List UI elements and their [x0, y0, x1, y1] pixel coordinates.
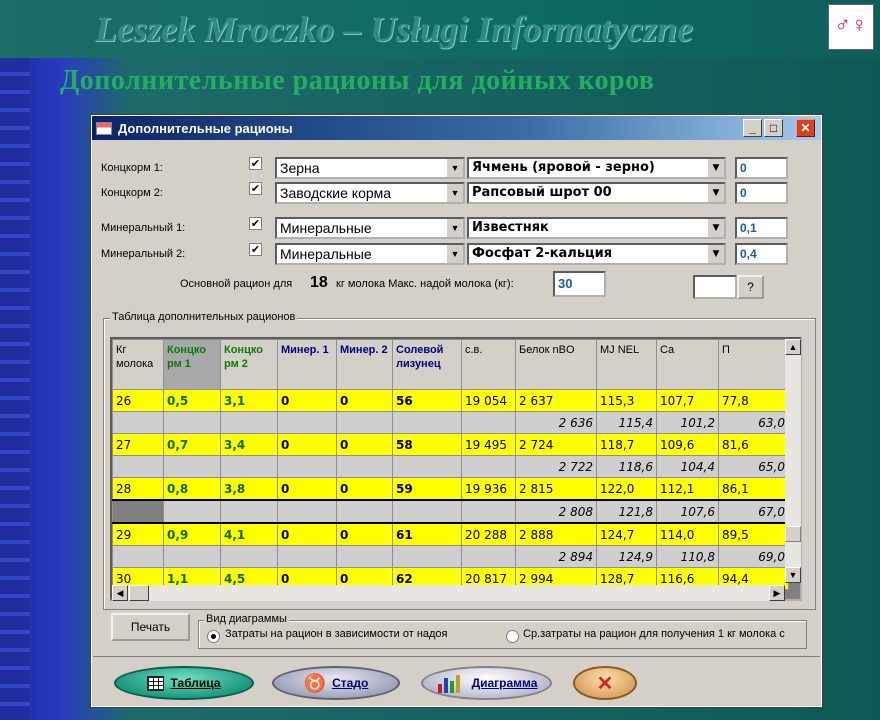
decorative-strip: [0, 58, 30, 720]
bar-chart-icon: [436, 672, 466, 694]
table-cell-empty: [221, 546, 278, 568]
feed-checkbox[interactable]: ✔: [250, 244, 261, 256]
table-cell-empty: [337, 546, 393, 568]
table-cell[interactable]: 0: [278, 434, 337, 456]
table-icon: [147, 676, 164, 691]
divider: [93, 656, 820, 657]
table-cell-empty: [337, 500, 393, 523]
table-cell[interactable]: 59: [393, 478, 462, 501]
feed-item-select[interactable]: [467, 243, 726, 265]
column-header[interactable]: Белок nBO: [516, 340, 597, 390]
table-cell[interactable]: 94,4: [719, 568, 789, 590]
table-cell[interactable]: 56: [393, 390, 462, 412]
table-cell[interactable]: 115,3: [597, 390, 657, 412]
table-nav-button[interactable]: [114, 666, 254, 700]
scroll-right-icon[interactable]: ▶: [769, 585, 785, 601]
table-cell[interactable]: 4,1: [221, 523, 278, 546]
feed-item-select[interactable]: [467, 157, 726, 179]
table-cell[interactable]: 89,5: [719, 523, 789, 546]
diagram-group-label: Вид диаграммы: [206, 613, 287, 625]
norm-cell: 2 722: [516, 456, 597, 478]
radio-cost-vs-yield-label: Затраты на рацион в зависимости от надоя: [225, 628, 448, 640]
chevron-down-icon[interactable]: ▼: [446, 159, 463, 177]
ration-table[interactable]: [110, 337, 802, 601]
table-cell[interactable]: 0: [337, 390, 393, 412]
table-cell[interactable]: 20 817: [462, 568, 516, 590]
norm-cell: 107,6: [657, 500, 719, 523]
table-row[interactable]: [113, 523, 789, 546]
table-cell[interactable]: 19 936: [462, 478, 516, 501]
table-cell-empty: [278, 412, 337, 434]
table-cell[interactable]: 124,7: [597, 523, 657, 546]
app-icon: [96, 122, 112, 135]
table-cell-empty: [462, 456, 516, 478]
feed-item-value: Ячмень (яровой - зерно): [472, 160, 655, 175]
table-cell[interactable]: 116,6: [657, 568, 719, 590]
column-header[interactable]: MJ NEL: [597, 340, 657, 390]
window-title: Дополнительные рационы: [118, 120, 293, 136]
horizontal-scrollbar[interactable]: [112, 585, 785, 601]
close-x-icon: ✕: [596, 672, 614, 695]
window-titlebar[interactable]: [92, 116, 821, 140]
table-cell[interactable]: 3,4: [221, 434, 278, 456]
herd-nav-button[interactable]: [272, 666, 400, 700]
feed-category-value: Заводские корма: [280, 185, 392, 201]
minimize-button[interactable]: _: [743, 119, 762, 137]
table-cell[interactable]: 2 888: [516, 523, 597, 546]
norm-row: [113, 456, 789, 478]
table-cell[interactable]: 81,6: [719, 434, 789, 456]
norm-cell: 118,6: [597, 456, 657, 478]
row-header-blank: [113, 546, 164, 568]
radio-cost-vs-yield[interactable]: [207, 630, 220, 643]
table-cell[interactable]: 0: [337, 478, 393, 501]
norm-row: [113, 500, 789, 523]
table-cell-empty: [337, 412, 393, 434]
norm-cell: 104,4: [657, 456, 719, 478]
table-header-row: [113, 340, 789, 390]
column-header[interactable]: с.в.: [462, 340, 516, 390]
chevron-down-icon[interactable]: ▼: [446, 245, 463, 263]
table-cell-empty: [278, 546, 337, 568]
chevron-down-icon[interactable]: ▼: [446, 219, 463, 237]
cow-icon: ♉: [303, 672, 327, 693]
feed-item-select[interactable]: [467, 182, 726, 204]
column-header[interactable]: Солевой лизунец: [393, 340, 462, 390]
chevron-down-icon[interactable]: ▼: [707, 159, 724, 177]
scroll-down-icon[interactable]: ▼: [785, 567, 801, 583]
norm-cell: 2 808: [516, 500, 597, 523]
table-cell-empty: [164, 500, 221, 523]
hscroll-thumb[interactable]: [129, 585, 149, 601]
norm-cell: 124,9: [597, 546, 657, 568]
table-cell-empty: [462, 500, 516, 523]
feed-item-value: Фосфат 2-кальция: [472, 246, 613, 261]
feed-amount-input[interactable]: 0,1: [735, 217, 788, 239]
table-cell[interactable]: 62: [393, 568, 462, 590]
table-cell-empty: [278, 500, 337, 523]
scroll-thumb[interactable]: [785, 526, 801, 542]
column-header[interactable]: П: [719, 340, 789, 390]
max-yield-label: кг молока Макс. надой молока (кг):: [336, 278, 514, 290]
table-cell[interactable]: 2 724: [516, 434, 597, 456]
table-cell[interactable]: 128,7: [597, 568, 657, 590]
row-header-kg: 28: [113, 478, 164, 501]
row-header-kg: 29: [113, 523, 164, 546]
column-header[interactable]: Концко рм 1: [164, 340, 221, 390]
table-cell[interactable]: 118,7: [597, 434, 657, 456]
feed-amount-input[interactable]: 0: [735, 182, 788, 204]
table-cell[interactable]: 0: [278, 390, 337, 412]
close-button[interactable]: ✕: [796, 119, 815, 137]
table-cell[interactable]: 0: [278, 568, 337, 590]
table-cell-empty: [462, 412, 516, 434]
feed-category-select[interactable]: [275, 217, 465, 239]
table-cell-empty: [393, 500, 462, 523]
feed-category-value: Минеральные: [280, 246, 372, 262]
vertical-scrollbar[interactable]: [785, 339, 801, 583]
table-cell[interactable]: 3,8: [221, 478, 278, 501]
feed-category-value: Зерна: [280, 160, 320, 176]
column-header[interactable]: Минер. 1: [278, 340, 337, 390]
table-cell[interactable]: 4,5: [221, 568, 278, 590]
feed-item-value: Рапсовый шрот 00: [472, 185, 612, 200]
chevron-down-icon[interactable]: ▼: [707, 184, 724, 202]
table-cell[interactable]: 0: [337, 568, 393, 590]
base-ration-kg: 18: [310, 274, 328, 291]
feed-checkbox[interactable]: ✔: [250, 218, 261, 230]
feed-label: Концкорм 2:: [101, 187, 163, 199]
maximize-button[interactable]: □: [764, 119, 783, 137]
norm-cell: 2 636: [516, 412, 597, 434]
help-field[interactable]: [693, 275, 737, 299]
row-header-blank: [113, 412, 164, 434]
column-header[interactable]: Ca: [657, 340, 719, 390]
table-cell[interactable]: 0: [337, 523, 393, 546]
table-group-label: Таблица дополнительных рационов: [112, 311, 296, 323]
table-cell[interactable]: 0: [337, 434, 393, 456]
table-cell[interactable]: 0: [278, 478, 337, 501]
feed-category-select[interactable]: [275, 243, 465, 265]
feed-category-select[interactable]: [275, 182, 465, 204]
feed-label: Минеральный 2:: [101, 248, 186, 260]
table-cell-empty: [337, 456, 393, 478]
max-yield-input[interactable]: 30: [553, 271, 606, 297]
norm-row: [113, 546, 789, 568]
table-cell-empty: [393, 546, 462, 568]
norm-row: [113, 412, 789, 434]
exit-nav-button[interactable]: [573, 666, 637, 700]
norm-cell: 2 894: [516, 546, 597, 568]
row-header-kg: 30: [113, 568, 164, 590]
feed-label: Минеральный 1:: [101, 222, 186, 234]
column-header[interactable]: Концко рм 2: [221, 340, 278, 390]
column-header[interactable]: Кг молока: [113, 340, 164, 390]
row-header-blank: [113, 456, 164, 478]
table-cell[interactable]: 0,8: [164, 478, 221, 501]
feed-checkbox[interactable]: ✔: [250, 158, 261, 170]
table-cell-empty: [221, 412, 278, 434]
table-row[interactable]: [113, 434, 789, 456]
chart-nav-button[interactable]: [421, 666, 552, 700]
table-cell[interactable]: 0: [278, 523, 337, 546]
table-cell[interactable]: 2 994: [516, 568, 597, 590]
chevron-down-icon[interactable]: ▼: [446, 184, 463, 202]
feed-amount-input[interactable]: 0,4: [735, 243, 788, 265]
table-cell[interactable]: 109,6: [657, 434, 719, 456]
radio-avg-cost[interactable]: [506, 630, 519, 643]
table-cell[interactable]: 0,9: [164, 523, 221, 546]
table-row[interactable]: [113, 478, 789, 501]
row-header-kg: 26: [113, 390, 164, 412]
table-cell-empty: [278, 456, 337, 478]
table-cell-empty: [393, 412, 462, 434]
feed-category-select[interactable]: [275, 157, 465, 179]
feed-item-select[interactable]: [467, 217, 726, 239]
table-cell[interactable]: 19 495: [462, 434, 516, 456]
feed-label: Концкорм 1:: [101, 162, 163, 174]
table-cell-empty: [462, 546, 516, 568]
column-header[interactable]: Минер. 2: [337, 340, 393, 390]
table-nav-label: Таблица: [170, 676, 221, 690]
norm-cell: 65,0: [719, 456, 789, 478]
table-cell-empty: [393, 456, 462, 478]
table-cell[interactable]: 61: [393, 523, 462, 546]
slide-title: Дополнительные рационы для дойных коров: [60, 65, 655, 96]
herd-nav-label: Стадо: [332, 676, 369, 690]
chevron-down-icon[interactable]: ▼: [707, 245, 724, 263]
table-cell[interactable]: 112,1: [657, 478, 719, 501]
table-cell[interactable]: 77,8: [719, 390, 789, 412]
row-header-blank: [113, 500, 164, 523]
table-cell[interactable]: 114,0: [657, 523, 719, 546]
table-cell[interactable]: 20 288: [462, 523, 516, 546]
table-row[interactable]: [113, 390, 789, 412]
gender-symbols-icon: ♂♀: [828, 4, 874, 50]
table-cell[interactable]: 3,1: [221, 390, 278, 412]
background-title: Leszek Mroczko – Usługi Informatyczne: [95, 9, 694, 49]
feed-checkbox[interactable]: ✔: [250, 183, 261, 195]
table-cell[interactable]: 1,1: [164, 568, 221, 590]
norm-cell: 110,8: [657, 546, 719, 568]
table-cell[interactable]: 107,7: [657, 390, 719, 412]
chart-nav-label: Диаграмма: [471, 676, 538, 690]
base-ration-label: Основной рацион для: [180, 278, 293, 290]
norm-cell: 115,4: [597, 412, 657, 434]
table-cell-empty: [221, 500, 278, 523]
table-cell-empty: [164, 412, 221, 434]
table-cell-empty: [164, 456, 221, 478]
table-cell[interactable]: 0,7: [164, 434, 221, 456]
table-cell[interactable]: 122,0: [597, 478, 657, 501]
table-cell-empty: [221, 456, 278, 478]
table-cell[interactable]: 2 815: [516, 478, 597, 501]
scroll-left-icon[interactable]: ◀: [112, 585, 128, 601]
help-button[interactable]: ?: [737, 275, 764, 299]
radio-avg-cost-label: Ср.затраты на рацион для получения 1 кг молока с: [523, 628, 785, 640]
norm-cell: 69,0: [719, 546, 789, 568]
row-header-kg: 27: [113, 434, 164, 456]
scroll-up-icon[interactable]: ▲: [785, 339, 801, 355]
chevron-down-icon[interactable]: ▼: [707, 219, 724, 237]
print-button[interactable]: Печать: [111, 613, 190, 641]
table-cell[interactable]: 86,1: [719, 478, 789, 501]
table-cell[interactable]: 19 054: [462, 390, 516, 412]
table-cell[interactable]: 2 637: [516, 390, 597, 412]
table-cell[interactable]: 0,5: [164, 390, 221, 412]
feed-item-value: Известняк: [472, 220, 549, 235]
norm-cell: 101,2: [657, 412, 719, 434]
table-cell[interactable]: 58: [393, 434, 462, 456]
table-cell-empty: [164, 546, 221, 568]
norm-cell: 121,8: [597, 500, 657, 523]
norm-cell: 67,0: [719, 500, 789, 523]
norm-cell: 63,0: [719, 412, 789, 434]
feed-amount-input[interactable]: 0: [735, 157, 788, 179]
feed-category-value: Минеральные: [280, 220, 372, 236]
